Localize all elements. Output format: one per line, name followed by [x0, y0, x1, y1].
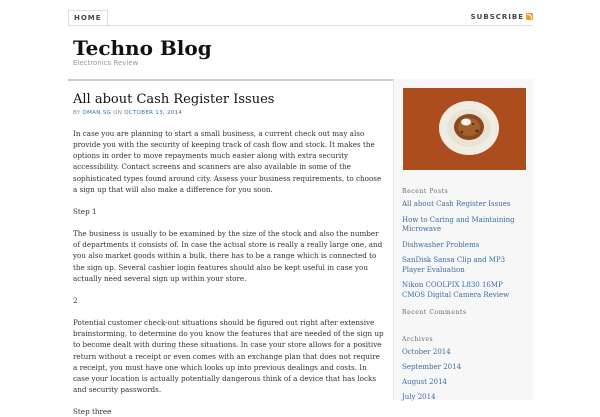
recent-comments-title: Recent Comments	[402, 309, 467, 316]
archives-title: Archives	[402, 336, 434, 343]
recent-comments-widget	[402, 308, 528, 317]
archive-link[interactable]: July 2014	[402, 393, 436, 402]
post-paragraph: In case you are planning to start a small business, a current check out may also provide you with the security of keeping track of cash flow and stock. It makes the options in order to move repayments much easier along with extra security accessibility. Contact screens and scanners are also available in some of the sophisticated types found around city. Assess your business requirements, to choose a sign up that will also make a difference for you soon.	[73, 129, 382, 194]
byline-prefix: BY	[73, 110, 81, 116]
post-title[interactable]: All about Cash Register Issues	[73, 92, 275, 107]
recent-posts-title: Recent Posts	[402, 188, 449, 195]
post-date-link[interactable]: OCTOBER 13, 2014	[124, 110, 183, 116]
post-paragraph: Step 1	[73, 206, 97, 216]
recent-post-link[interactable]: Nikon COOLPIX L830 16MP CMOS Digital Camera Review	[402, 281, 510, 299]
site-title[interactable]: Techno Blog	[73, 36, 212, 60]
post-byline	[73, 109, 385, 117]
post-paragraph: Step three	[73, 407, 112, 417]
main-content	[73, 91, 385, 417]
rss-icon	[526, 13, 533, 20]
archives-widget	[402, 335, 528, 408]
post-paragraph: The business is usually to be examined by the size of the stock and also the number of departments it consists of. In case the actual store is really a really large one, and you also market goods within a bulk, there has to be a range which is connected to the sign up. Several cashier login features should also be kept useful in case you actually need several sign up within your store.	[73, 229, 383, 283]
recent-post-link[interactable]: All about Cash Register Issues	[402, 200, 511, 208]
post-paragraph: 2	[73, 295, 78, 305]
archives-list	[402, 348, 528, 403]
top-divider	[68, 25, 533, 26]
subscribe-label: SUBSCRIBE	[470, 13, 524, 21]
post-author-link[interactable]: OMAN SG	[82, 110, 112, 116]
nav-home-link[interactable]: HOME	[68, 10, 108, 25]
byline-on: ON	[113, 110, 123, 116]
archive-link[interactable]: August 2014	[402, 378, 447, 387]
sidebar	[393, 79, 533, 400]
top-navigation	[68, 10, 533, 26]
archive-link[interactable]: October 2014	[402, 348, 451, 356]
recent-post-link[interactable]: Dishwasher Problems	[402, 240, 480, 249]
recent-posts-list	[402, 200, 528, 300]
site-description: Electronics Review	[73, 59, 139, 67]
subscribe-link[interactable]	[471, 12, 533, 22]
sidebar-photo	[403, 88, 526, 170]
post-paragraph: Potential customer check-out situations should be figured out right after extensive brainstorming, to determine do you know the features that are needed of the sign up to become dealt with during these situations. In case your store allows for a positive return without a receipt or even comes with an exchange plan that does not require a receipt, you must have one which looks up into previous dealings and costs. In case your location is actually potentially dangerous think of a device that has locks and security passwords.	[73, 318, 384, 394]
archive-link[interactable]: September 2014	[402, 363, 462, 372]
recent-post-link[interactable]: SanDisk Sansa Clip and MP3 Player Evaluation	[402, 256, 506, 274]
recent-posts-widget	[402, 187, 528, 306]
post-body	[73, 128, 385, 417]
recent-post-link[interactable]: How to Caring and Maintaining Microwave	[402, 215, 515, 233]
